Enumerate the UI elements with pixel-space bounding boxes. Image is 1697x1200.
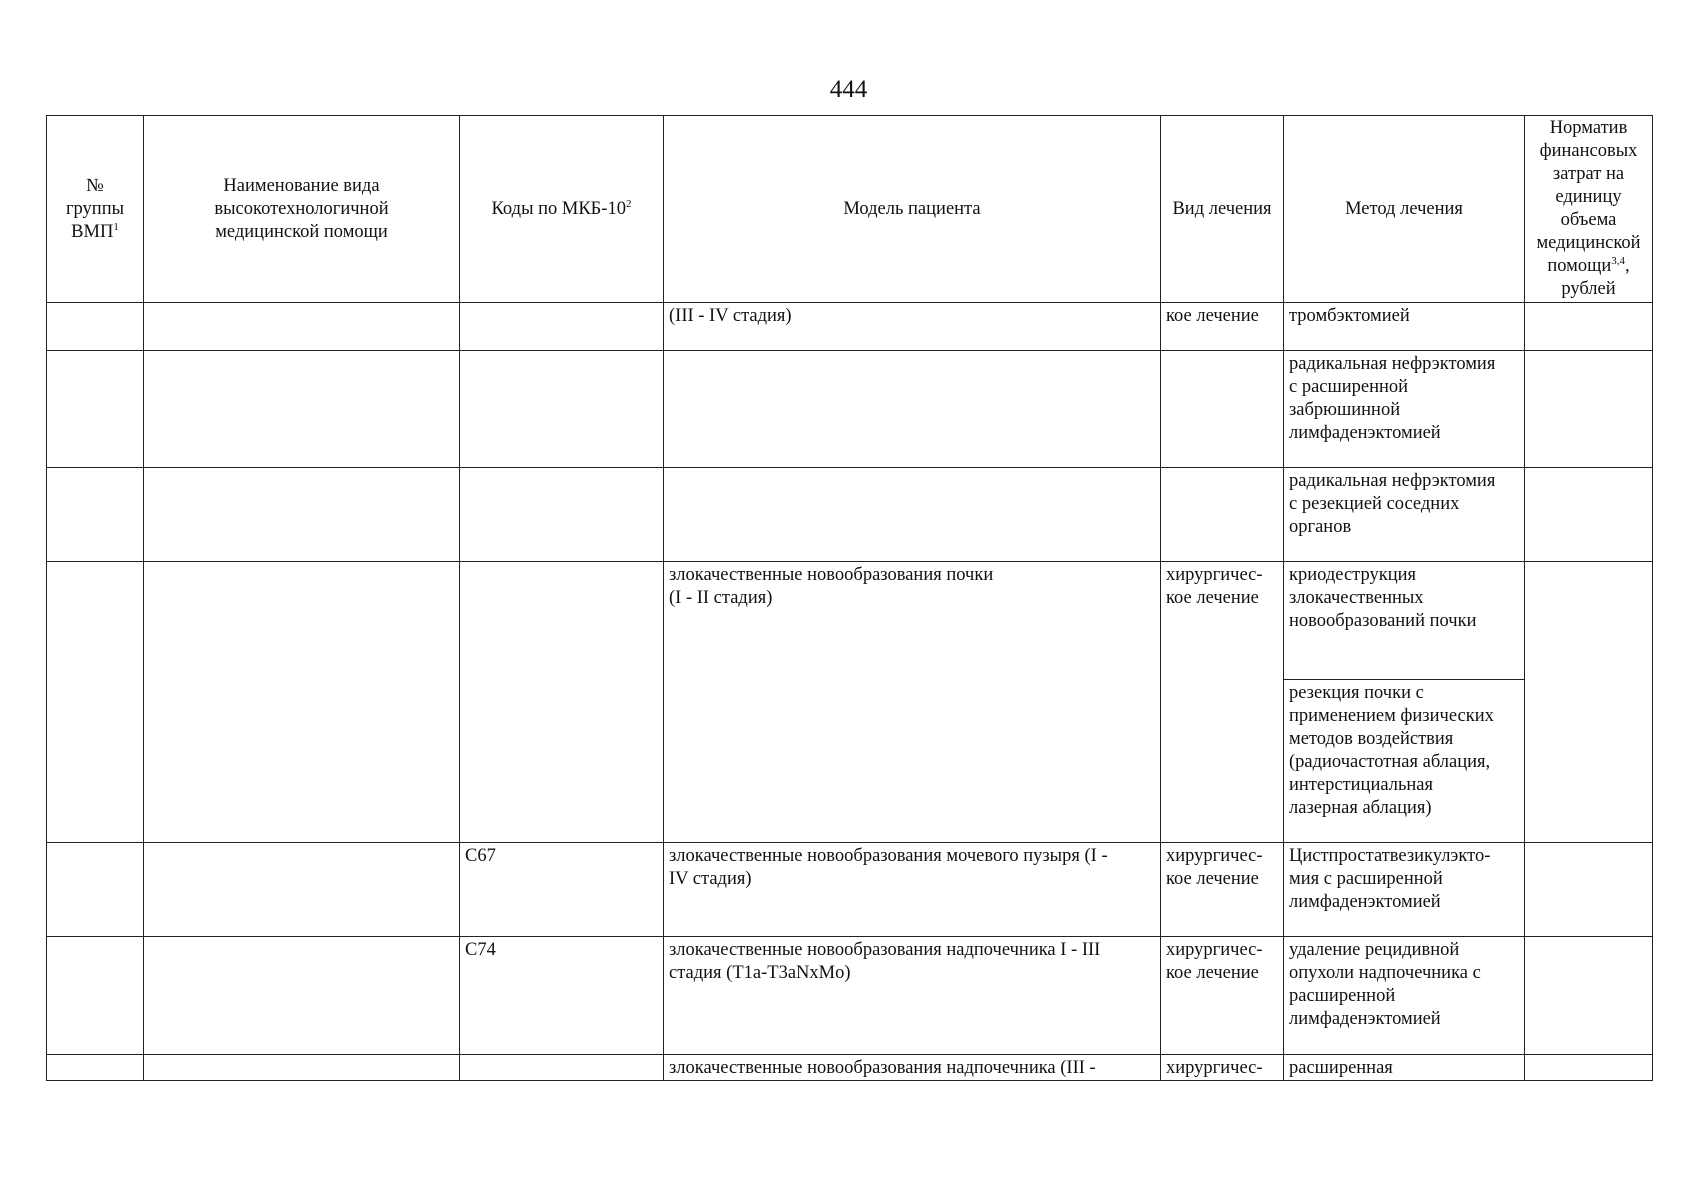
treatment-type-cell xyxy=(1161,351,1284,468)
table-row xyxy=(47,468,1653,562)
table-row xyxy=(47,843,1653,937)
header-care-type: Наименование вида высокотехнологичной медицинской помощи xyxy=(144,116,460,303)
icd-code-cell xyxy=(460,303,664,351)
treatment-method-cell: радикальная нефрэктомия с резекцией соседних органов xyxy=(1284,468,1525,562)
header-patient-model: Модель пациента xyxy=(664,116,1161,303)
header-treatment-type: Вид лечения xyxy=(1161,116,1284,303)
treatment-method-cell: тромбэктомией xyxy=(1284,303,1525,351)
treatment-type-cell: хирургичес- xyxy=(1161,1055,1284,1081)
icd-code-cell xyxy=(460,351,664,468)
patient-model-cell: (III - IV стадия) xyxy=(664,303,1161,351)
treatment-method-cell: резекция почки с применением физических методов воздействия (радиочастотная аблация, интерстициальная лазерная аблация) xyxy=(1284,680,1525,843)
table-row xyxy=(47,562,1653,680)
table-row xyxy=(47,1055,1653,1081)
header-icd-codes: Коды по МКБ-$10^2$ xyxy=(460,116,664,303)
table-row xyxy=(47,303,1653,351)
treatment-method-cell: удаление рецидивной опухоли надпочечника с расширенной лимфаденэктомией xyxy=(1284,937,1525,1055)
table-row xyxy=(47,937,1653,1055)
treatment-type-cell: хирургичес- кое лечение xyxy=(1161,937,1284,1055)
treatment-type-cell: хирургичес- кое лечение xyxy=(1161,562,1284,843)
vmp-table xyxy=(46,115,1653,1081)
table-row xyxy=(47,351,1653,468)
icd-code-cell: C67 xyxy=(460,843,664,937)
header-treatment-method: Метод лечения xyxy=(1284,116,1525,303)
patient-model-cell xyxy=(664,468,1161,562)
patient-model-cell: злокачественные новообразования мочевого пузыря (I - IV стадия) xyxy=(664,843,1161,937)
icd-code-cell xyxy=(460,562,664,843)
treatment-type-cell xyxy=(1161,468,1284,562)
table-header-row xyxy=(47,116,1653,303)
patient-model-cell: злокачественные новообразования надпочечника (III - xyxy=(664,1055,1161,1081)
patient-model-cell: злокачественные новообразования почки (I - II стадия) xyxy=(664,562,1161,843)
patient-model-cell xyxy=(664,351,1161,468)
icd-code-cell xyxy=(460,1055,664,1081)
treatment-type-cell: кое лечение xyxy=(1161,303,1284,351)
icd-code-cell: C74 xyxy=(460,937,664,1055)
treatment-type-cell: хирургичес- кое лечение xyxy=(1161,843,1284,937)
patient-model-cell: злокачественные новообразования надпочечника I - III стадия (T1a-T3aNxMo) xyxy=(664,937,1161,1055)
header-group-number: № группы ВМП$^1$ xyxy=(47,116,144,303)
treatment-method-cell: Цистпростатвезикулэкто- мия с расширенной лимфаденэктомией xyxy=(1284,843,1525,937)
page-number: 444 xyxy=(829,76,868,103)
icd-code-cell xyxy=(460,468,664,562)
treatment-method-cell: криодеструкция злокачественных новообразований почки xyxy=(1284,562,1525,680)
header-cost-standard: Норматив финансовых затрат на единицу объема медицинской помощи$^{3,4}$, рублей xyxy=(1525,116,1653,303)
treatment-method-cell: радикальная нефрэктомия с расширенной забрюшинной лимфаденэктомией xyxy=(1284,351,1525,468)
treatment-method-cell: расширенная xyxy=(1284,1055,1525,1081)
